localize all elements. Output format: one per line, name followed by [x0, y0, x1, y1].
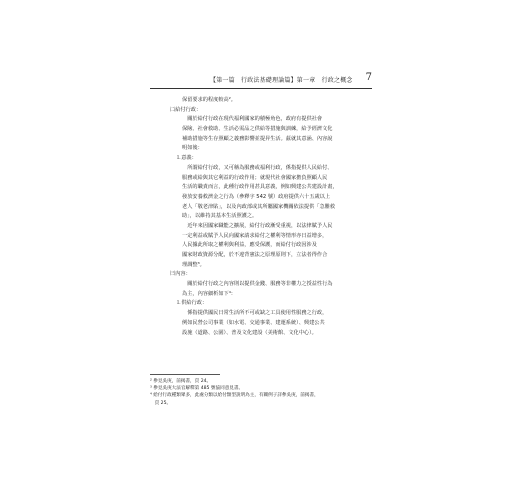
text-line: 生活的職責而言，此種行政作用甚具意義，例如興建公共建設計畫，: [182, 184, 338, 191]
text-line: 國家財政資源分配，於不違背憲法之原理原則下，立法者得作合: [182, 252, 328, 258]
text-line: 設施（道路、公園）、普及文化建設（美術館、文化中心）。: [182, 329, 317, 336]
text-line: 係指提供國民日常生活所不可或缺之工具使用性服務之行政，: [182, 310, 328, 317]
text-line: 理調整³。: [182, 261, 205, 268]
subsection-heading: ⒈意義：: [176, 155, 197, 162]
running-header: [150, 74, 372, 89]
text-line: 服務或給與其它利益的行政作用；就現代社會國家擔負照顧人民: [182, 174, 328, 181]
body-text: [170, 96, 372, 338]
text-line: 保險、社會救助、生活必需品之供給等措施與訓練，給予經濟文化: [182, 126, 333, 133]
text-line: 助」，以維持其基本生活照護之。: [182, 213, 258, 220]
footnotes: [150, 374, 372, 407]
text-line: 保留要求的程度較高²。: [182, 97, 236, 103]
text-line: 明如後：: [182, 145, 203, 152]
section-heading: ㈢內容：: [170, 271, 191, 278]
footnote: ² 參見吳庚，前揭書，頁 24。: [150, 379, 212, 384]
text-line: 例如民營公司事業（如水電、交通事業、建運系統）、興建公共: [182, 319, 325, 326]
text-line: 發放安養救濟金之行為（參釋字 542 號）政府提供六十五歲以上: [182, 193, 331, 200]
text-line: 補助措施等生存照顧之義務影響並提昇生活。茲就其意涵、內容說: [182, 135, 333, 142]
section-heading: ㈡給付行政：: [170, 106, 202, 113]
footnote: ⁴ 給付行政種類眾多，此處分類以給付類型說明為主，有關例子詳參吳庚，前揭書，: [150, 393, 319, 399]
text-line: 關於給付行政之內容則以提供金錢、服務等非權力之授益性行為: [182, 281, 333, 288]
text-line: 所謂給付行政，又可稱為服務或福利行政，係指提供人民給付、: [182, 164, 333, 171]
footnote-divider: [150, 374, 220, 375]
text-line: 為主，內容細析如下⁴：: [182, 290, 236, 297]
page-number: 7: [365, 72, 372, 83]
subsection-heading: ⒈供給行政：: [176, 300, 208, 307]
text-line: 關於給付行政在現代福利國家的積極角色，政府有提供社會: [182, 116, 323, 123]
footnote: 頁 25。: [150, 400, 172, 406]
footnote: ³ 參見吳庚大法官解釋第 485 號協同意見書。: [150, 386, 244, 392]
text-line: 近年來因國家職能之擴展，給付行政漸受重視，以法律賦予人民: [182, 222, 333, 229]
text-line: 老人「敬老津貼」，以及內政部或其所屬國家機關依法提供「急難救: [182, 203, 336, 210]
text-line: 一定利益或賦予人民向國家請求給付之權利等情形亦日益增多，: [182, 232, 328, 239]
running-title: 【第一篇 行政法基礎理論篇】第一章 行政之概念: [210, 77, 353, 84]
text-line: 人民據此所取之權利與利益，應受保護，而給付行政因涉及: [182, 242, 317, 249]
